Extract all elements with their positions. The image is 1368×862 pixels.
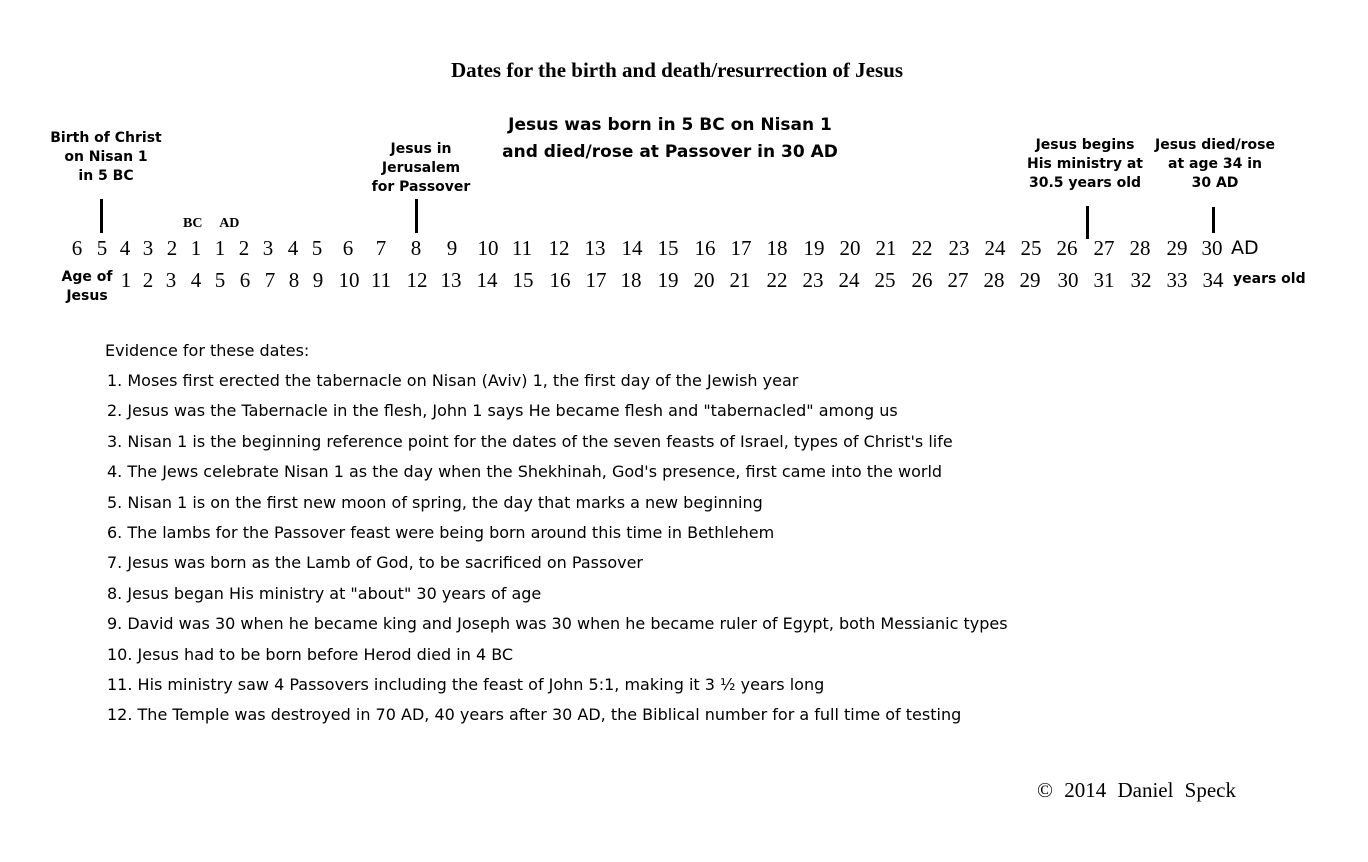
evidence-item: 6. The lambs for the Passover feast were being born around this time in Bethlehem [107,522,775,542]
age-value: 16 [549,268,571,292]
age-value: 6 [239,268,251,292]
summary-line-1: Jesus was born in 5 BC on Nisan 1 [508,115,832,135]
year-label: 3 [142,236,154,260]
age-value: 30 [1057,268,1079,292]
year-label: 7 [375,236,387,260]
age-value: 33 [1166,268,1188,292]
annotation-birth [50,129,161,186]
page-title: Dates for the birth and death/resurrection of Jesus [450,58,904,82]
year-label: 11 [511,236,533,260]
age-value: 2 [142,268,154,292]
annotation-line: 30 AD [1191,175,1239,191]
year-label: 8 [410,236,422,260]
death-marker [1212,207,1215,233]
age-value: 25 [874,268,896,292]
annotation-line: His ministry at [1027,156,1143,172]
year-label: 29 [1166,236,1188,260]
era-labels [183,216,239,232]
bc-label: BC [183,216,203,231]
year-label: 27 [1093,236,1115,260]
evidence-item: 1. Moses first erected the tabernacle on Nisan (Aviv) 1, the first day of the Jewish year [107,371,799,390]
age-label-line: Jesus [66,288,108,304]
year-label: 1 [190,236,202,260]
year-label: 16 [694,236,716,260]
year-label: 28 [1129,236,1151,260]
summary-heading [470,112,870,166]
age-value: 34 [1202,268,1224,292]
age-value: 20 [693,268,715,292]
year-label: 2 [166,236,178,260]
age-value: 5 [214,268,226,292]
evidence-item: 7. Jesus was born as the Lamb of God, to be sacrificed on Passover [107,553,643,573]
age-value: 23 [802,268,824,292]
age-value: 8 [288,268,300,292]
age-value: 4 [190,268,202,292]
age-label-line: Age of [61,269,113,285]
age-value: 10 [338,268,360,292]
age-suffix: years old [1233,271,1306,287]
age-value: 29 [1019,268,1041,292]
year-label: 10 [477,236,499,260]
age-value: 1 [120,268,132,292]
annotation-line: in 5 BC [78,168,134,184]
evidence-item: 2. Jesus was the Tabernacle in the flesh, John 1 says He became flesh and "tabernacled" among us [107,401,898,421]
year-label: 5 [96,236,108,260]
annotation-line: Jerusalem [381,160,461,176]
birth-marker [100,199,103,233]
age-value: 9 [312,268,324,292]
year-label: 17 [730,236,752,260]
age-value: 18 [620,268,642,292]
age-value: 32 [1130,268,1152,292]
age-value: 21 [729,268,751,292]
evidence-list [107,369,1008,734]
year-label: 21 [875,236,897,260]
annotation-line: Jesus in [390,141,452,157]
ad-label: AD [219,216,240,231]
year-label: 14 [621,236,643,260]
year-label: 6 [342,236,354,260]
evidence-item: 10. Jesus had to be born before Herod died in 4 BC [107,644,514,664]
year-label: 25 [1020,236,1042,260]
year-label: 19 [803,236,825,260]
evidence-item: 11. His ministry saw 4 Passovers including the feast of John 5:1, making it 3 ½ years long [107,674,825,694]
ministry-marker [1086,206,1089,239]
age-value: 24 [838,268,860,292]
evidence-item: 9. David was 30 when he became king and Joseph was 30 when he became ruler of Egypt, both Messianic types [107,614,1008,634]
annotation-ministry [1027,136,1143,193]
age-value: 19 [657,268,679,292]
age-value: 12 [406,268,428,292]
evidence-item: 8. Jesus began His ministry at "about" 30 years of age [107,583,542,603]
year-label: 15 [657,236,679,260]
age-value: 14 [476,268,498,292]
year-label: 24 [984,236,1006,260]
year-label: 26 [1056,236,1078,260]
age-value: 13 [440,268,462,292]
year-label: 6 [71,236,83,260]
summary-line-2: and died/rose at Passover in 30 AD [502,142,838,162]
evidence-item: 5. Nisan 1 is on the first new moon of spring, the day that marks a new beginning [107,492,763,512]
year-label: 2 [238,236,250,260]
annotation-line: at age 34 in [1168,156,1262,172]
annotation-line: Jesus died/rose [1154,137,1276,153]
annotation-line: 30.5 years old [1028,175,1142,191]
age-value: 26 [911,268,933,292]
evidence-item: 3. Nisan 1 is the beginning reference point for the dates of the seven feasts of Israel, types of Christ's life [107,431,953,451]
age-value: 28 [983,268,1005,292]
age-value: 7 [264,268,276,292]
year-label: 3 [262,236,274,260]
year-label: 30 [1201,236,1223,260]
year-label: 23 [948,236,970,260]
age-value: 11 [370,268,392,292]
year-label: 1 [214,236,226,260]
age-value: 17 [585,268,607,292]
age-value: 22 [766,268,788,292]
year-label: 4 [119,236,131,260]
age-value: 15 [512,268,534,292]
annotation-line: for Passover [371,179,471,195]
age-value: 31 [1093,268,1115,292]
year-label: 13 [584,236,606,260]
jerusalem-marker [415,199,418,233]
year-label: 9 [446,236,458,260]
year-suffix: AD [1231,237,1259,259]
annotation-line: on Nisan 1 [64,149,148,165]
year-label: 12 [548,236,570,260]
evidence-item: 4. The Jews celebrate Nisan 1 as the day when the Shekhinah, God's presence, first came into the world [107,462,943,482]
year-label: 20 [839,236,861,260]
year-label: 5 [311,236,323,260]
year-label: 18 [766,236,788,260]
evidence-item: 12. The Temple was destroyed in 70 AD, 40 years after 30 AD, the Biblical number for a full time of testing [107,705,962,725]
year-label: 4 [287,236,299,260]
annotation-line: Jesus begins [1035,137,1135,153]
age-value: 27 [947,268,969,292]
annotation-jerusalem [372,140,471,197]
evidence-heading: Evidence for these dates: [105,341,310,360]
annotation-death [1155,136,1275,193]
age-value: 3 [165,268,177,292]
annotation-line: Birth of Christ [50,130,162,146]
copyright: © 2014 Daniel Speck [1037,778,1237,802]
year-label: 22 [911,236,933,260]
age-row-label [58,268,116,306]
